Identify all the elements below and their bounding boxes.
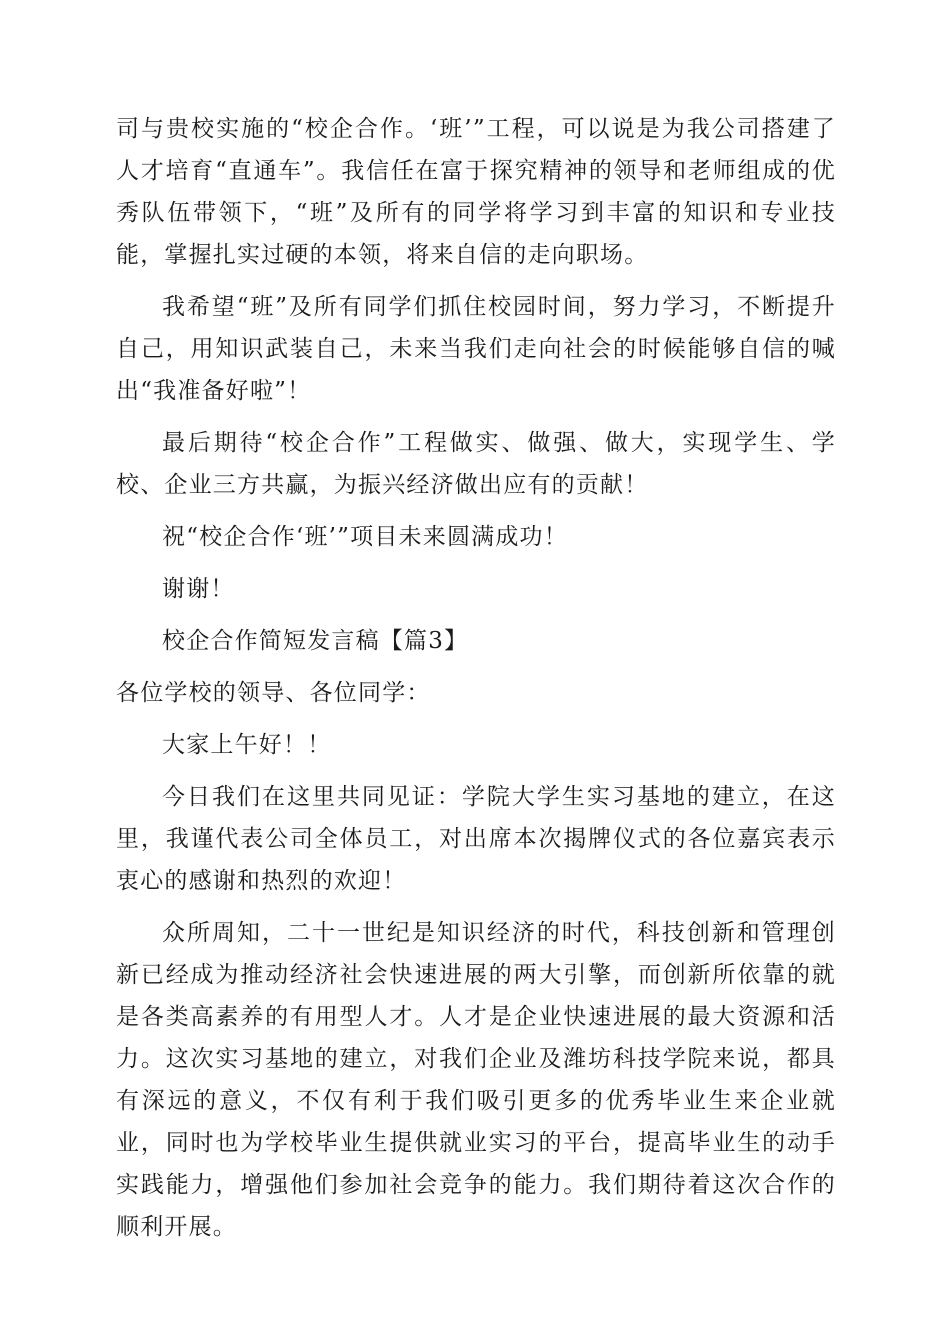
paragraph-knowledge-economy: 众所周知，二十一世纪是知识经济的时代，科技创新和管理创新已经成为推动经济社会快速进展的两大引擎，而创新所依靠的就是各类高素养的有用型人才。人才是企业快速进展的最大资源和活力。这次实习基地的建立，对我们企业及潍坊科技学院来说，都具有深远的意义，不仅有利于我们吸引更多的优秀毕业生来企业就业，同时也为学校毕业生提供就业实习的平台，提高毕业生的动手实践能力，增强他们参加社会竞争的能力。我们期待着这次合作的顺利开展。 bbox=[116, 920, 836, 1240]
paragraph-continuation: 司与贵校实施的“校企合作。‘班’”工程，可以说是为我公司搭建了人才培育“直通车”。我信任在富于探究精神的领导和老师组成的优秀队伍带领下，“班”及所有的同学将学习到丰富的知识和专业技能，掌握扎实过硬的本领，将来自信的走向职场。 bbox=[116, 116, 836, 268]
paragraph-greeting: 大家上午好！！ bbox=[162, 732, 332, 758]
paragraph-expectation: 最后期待“校企合作”工程做实、做强、做大，实现学生、学校、企业三方共赢，为振兴经济做出应有的贡献！ bbox=[116, 430, 836, 498]
document-body bbox=[116, 108, 836, 1258]
paragraph-salutation: 各位学校的领导、各位同学： bbox=[116, 680, 431, 706]
paragraph-wish: 祝“校企合作‘班’”项目未来圆满成功！ bbox=[162, 524, 568, 550]
section-heading: 校企合作简短发言稿【篇3】 bbox=[162, 628, 469, 654]
paragraph-hope: 我希望“班”及所有同学们抓住校园时间，努力学习，不断提升自己，用知识武装自己，未来当我们走向社会的时候能够自信的喊出“我准备好啦”！ bbox=[116, 294, 836, 404]
paragraph-thanks: 谢谢！ bbox=[162, 576, 235, 602]
paragraph-witness: 今日我们在这里共同见证：学院大学生实习基地的建立，在这里，我谨代表公司全体员工，对出席本次揭牌仪式的各位嘉宾表示衷心的感谢和热烈的欢迎！ bbox=[116, 784, 836, 894]
